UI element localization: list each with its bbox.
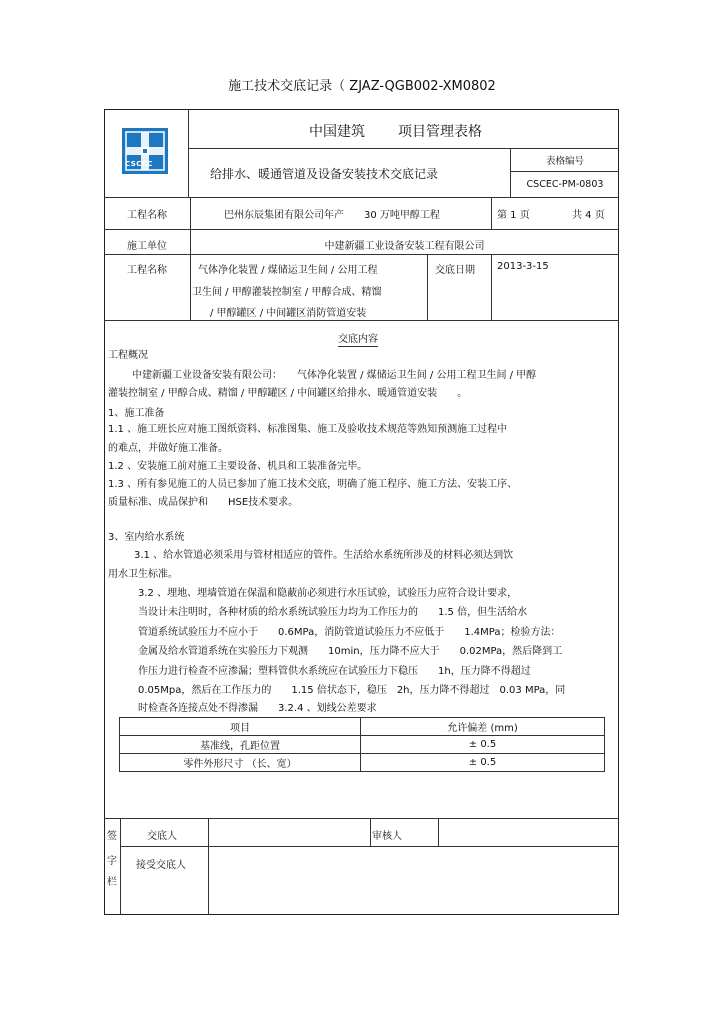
content-line: 3、室内给水系统 [108,532,185,543]
content-line: 当设计未注明时，各种材质的给水系统试验压力均为工作压力的 1.5 倍，但生活给水 [138,607,528,618]
divider [491,254,492,320]
date-label: 交底日期 [435,265,475,276]
name-line: / 甲醇罐区 / 中间罐区消防管道安装 [210,308,367,319]
content-line: 时检查各连接点处不得渗漏 3.2.4 、划线公差要求 [138,703,377,714]
logo-text: CSCEC [125,160,153,168]
receiver-label: 接受交底人 [136,860,186,871]
company-name: 中国建筑 [309,124,365,140]
name-label: 工程名称 [127,265,167,276]
content-line: 3.1 、给水管道必须采用与管材相适应的管件。生活给水系统所涉及的材料必须达到饮 [134,550,514,561]
tolerance-table [119,717,605,772]
table-header-cell: 项目 [120,718,361,736]
table-cell: ± 0.5 [361,754,605,772]
table-header-row [120,718,605,736]
table-cell: ± 0.5 [361,736,605,754]
content-line: 3.2 、埋地、埋墙管道在保温和隐蔽前必须进行水压试验，试验压力应符合设计要求， [138,588,518,599]
content-line: 1.1 、施工班长应对施工图纸资料、标准图集、施工及验收技术规范等熟知预测施工过程中 [108,424,508,435]
name-line: 气体净化装置 / 煤储运卫生间 / 公用工程 [198,265,378,276]
handover-label: 交底人 [147,831,177,842]
unit-value: 中建新疆工业设备安装工程有限公司 [324,241,485,252]
divider [510,171,619,172]
divider [491,197,492,229]
form-no-label: 表格编号 [545,156,584,167]
content-line: 用水卫生标准。 [108,569,178,580]
content-line: 0.05Mpa，然后在工作压力的 1.15 倍状态下，稳压 2h，压力降不得超过 0.03 MPa，同 [138,685,566,696]
divider [370,818,371,846]
signature-side-char: 栏 [107,877,117,888]
divider [104,320,619,321]
form-no: CSCEC-PM-0803 [526,179,604,190]
divider [104,818,619,819]
content-line: 金属及给水管道系统在实验压力下观测 10min，压力降不应大于 0.02MPa，然后降到工 [138,646,563,657]
content-line: 1、施工准备 [108,408,165,419]
divider [190,197,191,320]
content-line: 的难点，并做好施工准备。 [108,443,228,454]
document-title: 施工技术交底记录（ ZJAZ-QGB002-XM0802 [228,79,496,94]
content-line: 中建新疆工业设备安装有限公司： 气体净化装置 / 煤储运卫生间 / 公用工程卫生间 / 甲醇 [132,370,537,381]
page-number: 第 1 页 [497,210,530,221]
record-name: 给排水、暖通管道及设备安装技术交底记录 [210,167,439,181]
content-line: 管道系统试验压力不应小于 0.6MPa，消防管道试验压力不应低于 1.4MPa；检验方法： [138,627,561,638]
unit-label: 施工单位 [127,241,167,252]
form-type: 项目管理表格 [398,124,482,140]
divider [208,818,209,915]
name-line: 卫生间 / 甲醇灌装控制室 / 甲醇合成、精馏 [192,287,382,298]
divider [438,818,439,846]
divider [188,148,619,149]
project-value: 巴州东辰集团有限公司年产 30 万吨甲醇工程 [224,210,440,221]
signature-side-char: 字 [107,856,117,867]
date-value: 2013-3-15 [497,261,549,272]
content-line: 灌装控制室 / 甲醇合成、精馏 / 甲醇罐区 / 中间罐区给排水、暖通管道安装 。 [108,388,468,399]
divider [104,254,619,255]
page-total: 共 4 页 [572,210,605,221]
signature-side-char: 签 [107,831,117,842]
content-line: 作压力进行检查不应渗漏；塑料管供水系统应在试验压力下稳压 1h，压力降不得超过 [138,666,531,677]
table-cell: 基准线，孔距位置 [120,736,361,754]
table-row [120,736,605,754]
content-heading: 交底内容 [338,330,378,347]
divider [120,818,121,915]
reviewer-label: 审核人 [372,831,402,842]
content-line: 1.3 、所有参见施工的人员已参加了施工技术交底，明确了施工程序、施工方法、安装工序、 [108,479,518,490]
divider [427,254,428,320]
content-line: 1.2 、安装施工前对施工主要设备、机具和工装准备完毕。 [108,461,368,472]
table-header-cell: 允许偏差 (mm) [361,718,605,736]
divider [188,109,189,197]
content-line: 质量标准、成品保护和 HSE技术要求。 [108,497,299,508]
content-line: 工程概况 [108,350,148,361]
divider [104,197,619,198]
table-cell: 零件外形尺寸 （长、宽） [120,754,361,772]
project-label: 工程名称 [127,210,167,221]
divider [120,846,619,847]
table-row [120,754,605,772]
divider [104,229,619,230]
